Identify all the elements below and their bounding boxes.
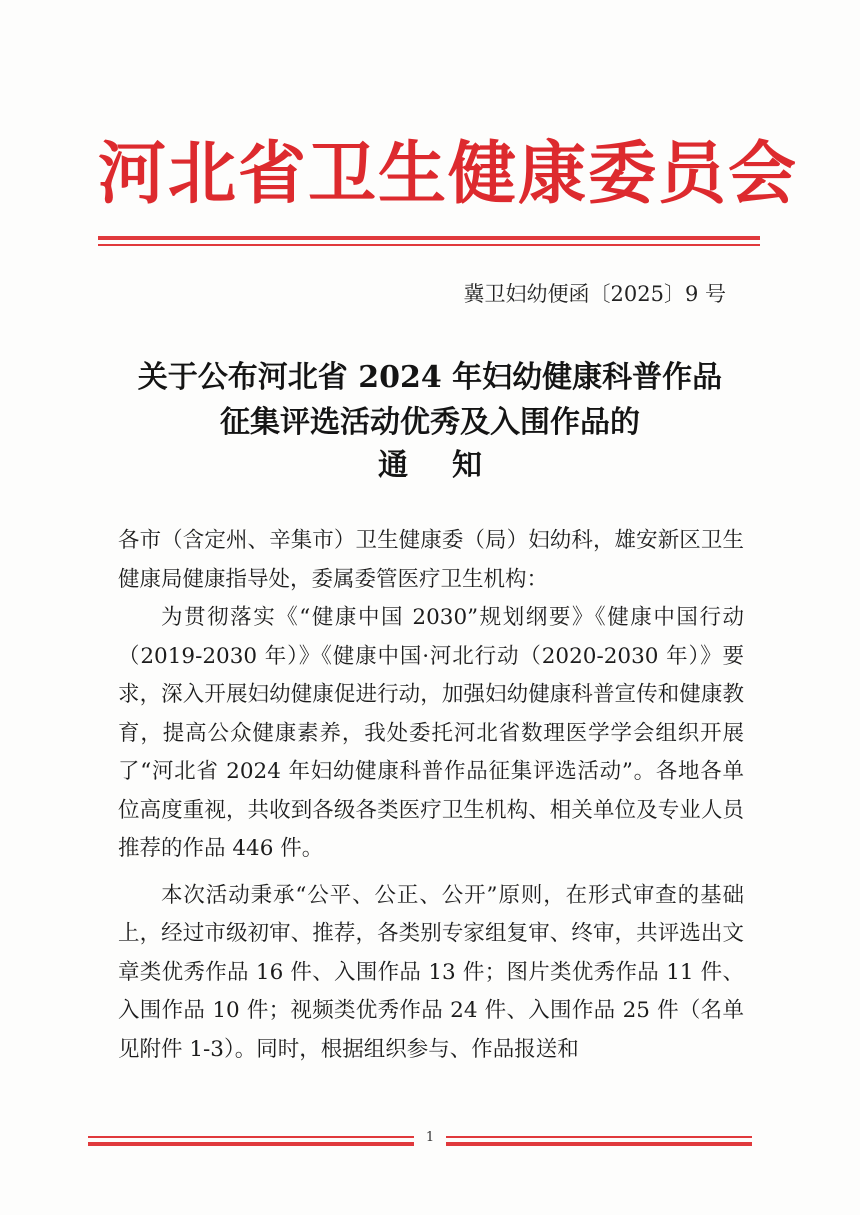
addressee-paragraph: 各市（含定州、辛集市）卫生健康委（局）妇幼科，雄安新区卫生健康局健康指导处，委属委管医疗卫生机构： xyxy=(118,528,744,592)
document-title-line-2: 征集评选活动优秀及入围作品的 xyxy=(220,405,640,440)
document-title-line-1: 关于公布河北省 2024 年妇幼健康科普作品 xyxy=(137,360,723,395)
body-paragraph-2: 本次活动秉承“公平、公正、公开”原则，在形式审查的基础上，经过市级初审、推荐，各类别专家组复审、终审，共评选出文章类优秀作品 16 件、入围作品 13 件；图片类优秀作品 11 件、入围作品 10 件；视频类优秀作品 24 件、入围作品 25 件（名单见附件 1-3）。同时，根据组织参与、作品报送和 xyxy=(118,882,744,1062)
document-number: 冀卫妇幼便函〔2025〕9 号 xyxy=(463,282,726,306)
letterhead-rule-thin xyxy=(98,244,760,246)
page-number: 1 xyxy=(414,1130,446,1146)
letterhead-org-name: 河北省卫生健康委员会 xyxy=(98,134,799,214)
body-paragraph-1: 为贯彻落实《“健康中国 2030”规划纲要》《健康中国行动（2019-2030 年）》《健康中国·河北行动（2020-2030 年）》要求，深入开展妇幼健康促进行动，加强妇幼健康科普宣传和健康教育，提高公众健康素养，我处委托河北省数理医学学会组织开展了“河北省 2024 年妇幼健康科普作品征集评选活动”。各地各单位高度重视，共收到各级各类医疗卫生机构、相关单位及专业人员推荐的作品 446 件。 xyxy=(118,605,744,861)
document-title-line-3: 通知 xyxy=(378,448,526,483)
letterhead-rule-thick xyxy=(98,236,760,240)
document-body xyxy=(118,522,744,1069)
